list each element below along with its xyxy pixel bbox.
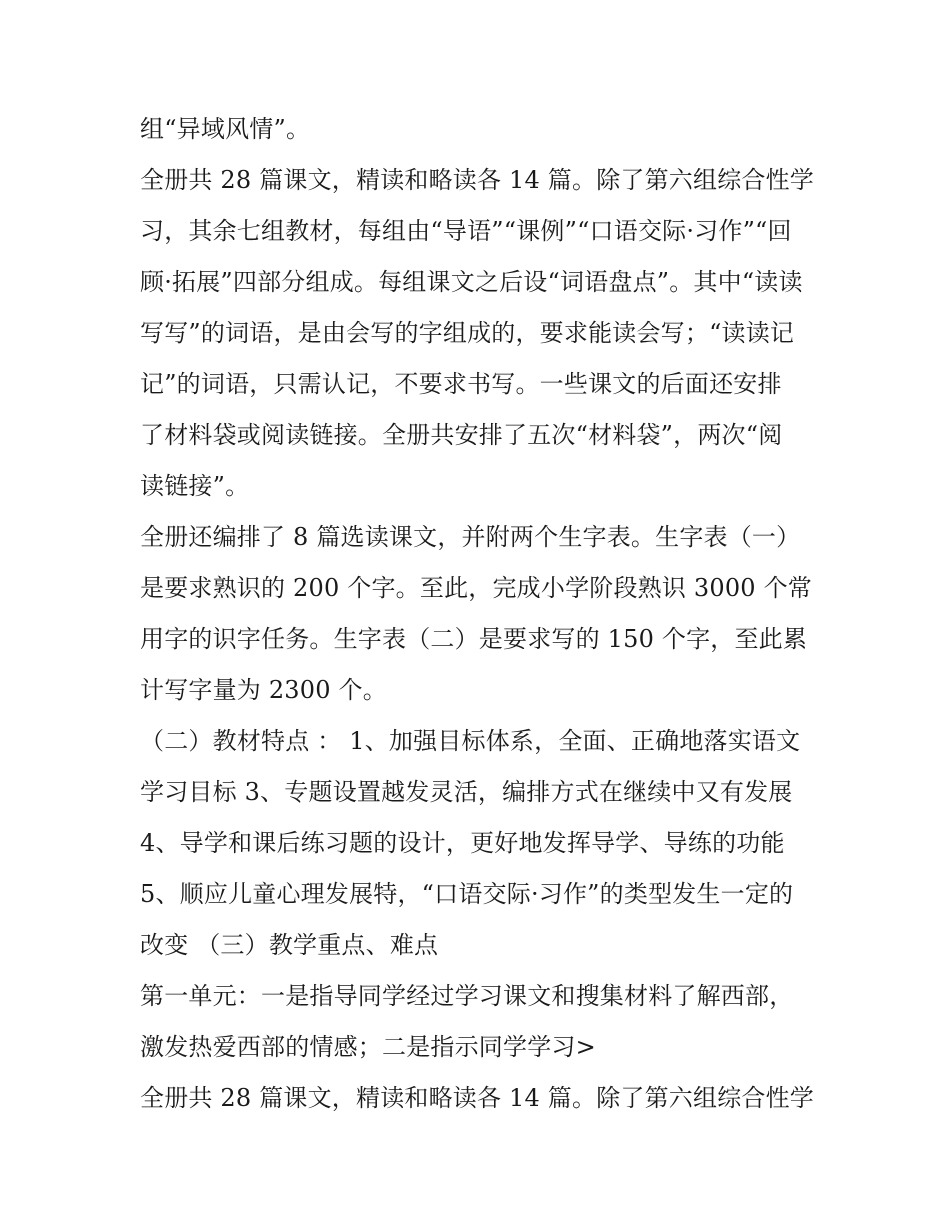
text-line: 记”的词语，只需认记，不要求书写。一些课文的后面还安排: [140, 370, 782, 398]
document-body: [140, 104, 812, 1124]
text-line: 顾·拓展”四部分组成。每组课文之后设“词语盘点”。其中“读读: [140, 268, 803, 296]
text-line: 全册共 28 篇课文，精读和略读各 14 篇。除了第六组综合性学: [140, 1084, 814, 1112]
text-line: 用字的识字任务。生字表（二）是要求写的 150 个字，至此累: [140, 625, 808, 653]
text-line: 全册共 28 篇课文，精读和略读各 14 篇。除了第六组综合性学: [140, 166, 814, 194]
text-line: 了材料袋或阅读链接。全册共安排了五次“材料袋”，两次“阅: [140, 421, 783, 449]
text-line: 是要求熟识的 200 个字。至此，完成小学阶段熟识 3000 个常: [140, 574, 813, 602]
text-line: 学习目标 3、专题设置越发灵活，编排方式在继续中又有发展: [140, 778, 793, 806]
text-line: 习，其余七组教材，每组由“导语”“课例”“口语交际·习作”“回: [140, 217, 792, 245]
text-line: 第一单元：一是指导同学经过学习课文和搜集材料了解西部，: [140, 982, 794, 1010]
text-line: 改变 （三）教学重点、难点: [140, 931, 439, 959]
text-line: 读链接”。: [140, 472, 250, 500]
text-line: （二）教材特点 ： 1、加强目标体系，全面、正确地落实语文: [140, 727, 801, 755]
text-line: 激发热爱西部的情感；二是指示同学学习>: [140, 1033, 596, 1061]
text-line: 计写字量为 2300 个。: [140, 676, 387, 704]
text-line: 5、顺应儿童心理发展特，“口语交际·习作”的类型发生一定的: [140, 880, 794, 908]
text-line: 全册还编排了 8 篇选读课文，并附两个生字表。生字表（一）: [140, 523, 801, 551]
text-line: 写写”的词语，是由会写的字组成的，要求能读会写；“读读记: [140, 319, 795, 347]
text-line: 4、导学和课后练习题的设计，更好地发挥导学、导练的功能: [140, 829, 785, 857]
text-line: 组“异域风情”。: [140, 115, 311, 143]
